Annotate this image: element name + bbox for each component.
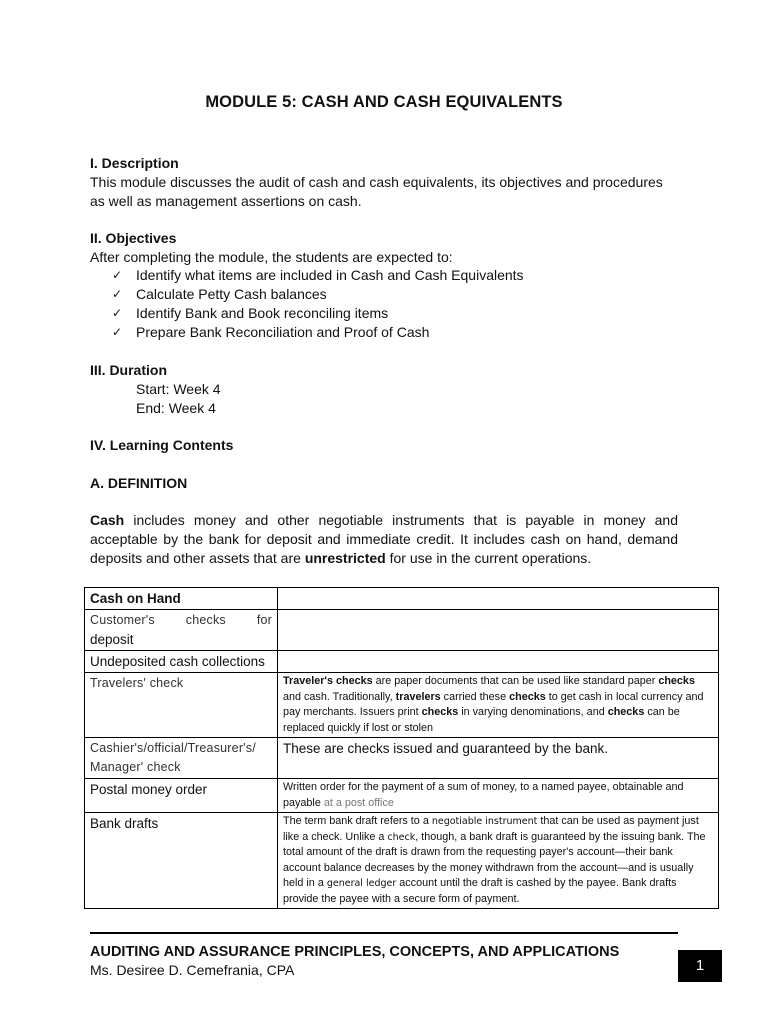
table-row <box>85 673 719 738</box>
table-row <box>85 738 719 779</box>
description-heading: I. Description <box>90 155 179 171</box>
check-mark-icon: ✓ <box>112 325 123 339</box>
module-title: MODULE 5: CASH AND CASH EQUIVALENTS <box>205 93 563 111</box>
table-row <box>85 813 719 909</box>
table-cell: Postal money order <box>85 779 278 813</box>
duration-heading: III. Duration <box>90 362 167 378</box>
check-mark-icon: ✓ <box>112 306 123 320</box>
cash-items-table <box>84 587 719 909</box>
table-row <box>85 779 719 813</box>
objectives-intro: After completing the module, the students are expected to: <box>90 249 453 265</box>
table-cell: The term bank draft refers to a negotiable instrument that can be used as payment just like a check. Unlike a check, though, a bank draft is guaranteed by the issuing bank. The total amount of the draft is drawn from the requesting payer's account—their bank account balance decreases by the money withdrawn from the account—and is usually held in a general ledger account until the draft is cashed by the payee. Bank drafts provide the payee with a secure form of payment. <box>278 813 719 909</box>
table-cell: Bank drafts <box>85 813 278 909</box>
table-cell: Traveler's checks are paper documents that can be used like standard paper checks and cash. Traditionally, travelers carried these checks to get cash in local currency and pay merchants. Issuers print checks in varying denominations, and checks can be replaced quickly if lost or stolen <box>278 673 719 738</box>
objective-item: ✓ Identify Bank and Book reconciling items <box>112 305 389 321</box>
description-text: This module discusses the audit of cash and cash equivalents, its objectives and procedures as well as management assertions on cash. <box>90 174 663 209</box>
table-cell: Customer's checks for deposit <box>85 610 278 651</box>
learning-heading: IV. Learning Contents <box>90 437 234 453</box>
duration-start: Start: Week 4 <box>136 381 221 397</box>
table-cell <box>278 588 719 610</box>
page-number: 1 <box>678 950 722 982</box>
check-mark-icon: ✓ <box>112 268 123 282</box>
table-cell: Written order for the payment of a sum of money, to a named payee, obtainable and payable at a post office <box>278 779 719 813</box>
section-definition-heading: A. DEFINITION <box>90 475 188 491</box>
objective-item: ✓ Prepare Bank Reconciliation and Proof of Cash <box>112 324 430 340</box>
table-row <box>85 651 719 673</box>
check-mark-icon: ✓ <box>112 287 123 301</box>
objectives-heading: II. Objectives <box>90 230 177 246</box>
footer-course-title: AUDITING AND ASSURANCE PRINCIPLES, CONCEPTS, AND APPLICATIONS <box>90 944 620 960</box>
table-cell: Undeposited cash collections <box>85 651 278 673</box>
table-cell: These are checks issued and guaranteed by the bank. <box>278 738 719 779</box>
table-cell <box>278 610 719 651</box>
table-row <box>85 588 719 610</box>
duration-end: End: Week 4 <box>136 400 216 416</box>
footer-divider <box>90 932 678 934</box>
objective-item: ✓ Calculate Petty Cash balances <box>112 286 327 302</box>
footer-author: Ms. Desiree D. Cemefrania, CPA <box>90 962 295 978</box>
cash-definition: Cash includes money and other negotiable instruments that is payable in money and acceptable by the bank for deposit and immediate credit. It includes cash on hand, demand deposits and other assets that are unrestricted for use in the current operations. <box>90 512 678 566</box>
table-cell: Cashier's/official/Treasurer's/ Manager' check <box>85 738 278 779</box>
table-header-cell: Cash on Hand <box>85 588 278 610</box>
objective-item: ✓ Identify what items are included in Cash and Cash Equivalents <box>112 267 524 283</box>
table-row <box>85 610 719 651</box>
objectives-list <box>112 266 672 342</box>
table-cell <box>278 651 719 673</box>
table-cell: Travelers' check <box>85 673 278 738</box>
